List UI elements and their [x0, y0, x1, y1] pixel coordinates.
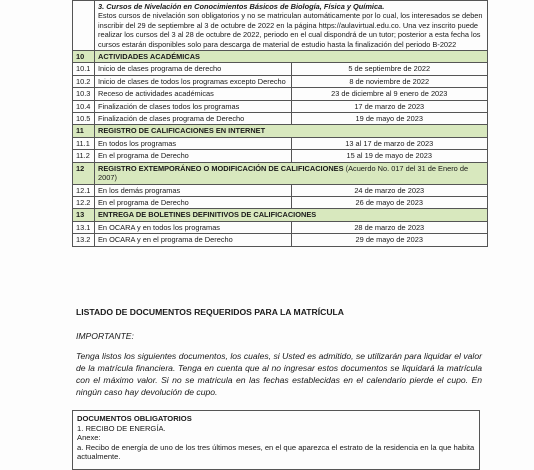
row-date: 28 de marzo de 2023 — [291, 221, 488, 233]
row-date: 23 de diciembre al 9 enero de 2023 — [291, 88, 488, 100]
row-number: 13.2 — [73, 234, 95, 246]
section-title: REGISTRO DE CALIFICACIONES EN INTERNET — [98, 126, 266, 136]
row-activity: En OCARA y en el programa de Derecho — [95, 234, 292, 246]
section-header-row — [73, 209, 488, 221]
calendar-row — [73, 150, 488, 162]
section-title: ENTREGA DE BOLETINES DEFINITIVOS DE CALIFICACIONES — [98, 210, 317, 220]
documents-box — [72, 410, 480, 470]
section-header-row — [73, 51, 488, 63]
calendar-row — [73, 75, 488, 87]
documents-anexe: Anexe: — [77, 433, 101, 443]
section-number: 13 — [73, 209, 95, 221]
row-activity: Inicio de clases de todos los programas excepto Derecho — [95, 75, 292, 87]
row-number: 12.2 — [73, 196, 95, 208]
section-header-row — [73, 125, 488, 137]
documents-item-1: 1. RECIBO DE ENERGÍA. — [77, 423, 166, 433]
row-number: 10.3 — [73, 88, 95, 100]
intro-num-cell — [73, 1, 95, 51]
row-activity: Finalización de clases todos los programas — [95, 100, 292, 112]
calendar-row — [73, 221, 488, 233]
row-number: 10.2 — [73, 75, 95, 87]
calendar-table — [72, 0, 488, 247]
calendar-row — [73, 88, 488, 100]
row-number: 11.1 — [73, 137, 95, 149]
section-title: ACTIVIDADES ACADÉMICAS — [98, 52, 200, 62]
intro-title: 3. Cursos de Nivelación en Conocimientos Básicos de Biología, Física y Química. — [98, 2, 385, 11]
row-date: 26 de mayo de 2023 — [291, 196, 488, 208]
section-number: 12 — [73, 162, 95, 184]
important-label: IMPORTANTE: — [76, 331, 134, 341]
row-number: 11.2 — [73, 150, 95, 162]
section-title: REGISTRO EXTEMPORÁNEO O MODIFICACIÓN DE CALIFICACIONES — [98, 163, 344, 173]
row-number: 10.5 — [73, 113, 95, 125]
row-activity: En todos los programas — [95, 137, 292, 149]
intro-row — [73, 1, 488, 51]
section-title-cell — [95, 209, 488, 221]
row-activity: Finalización de clases programa de Derecho — [95, 113, 292, 125]
row-date: 19 de mayo de 2023 — [291, 113, 488, 125]
listado-heading: LISTADO DE DOCUMENTOS REQUERIDOS PARA LA MATRÍCULA — [76, 307, 344, 317]
calendar-row — [73, 113, 488, 125]
row-date: 29 de mayo de 2023 — [291, 234, 488, 246]
row-activity: En OCARA y en todos los programas — [95, 221, 292, 233]
intro-cell — [95, 1, 488, 51]
section-title-cell — [95, 125, 488, 137]
important-paragraph: Tenga listos los siguientes documentos, los cuales, si Usted es admitido, se utilizarán para liquidar el valor de la matrícula financiera. Tenga en cuenta que al no ingresar estos documentos se liquidará la matrícula con el máximo valor. Si no se matricula en las fechas establecidas en el calendario pierde el cupo. En ningún caso hay devolución de cupo. — [76, 351, 482, 397]
row-number: 12.1 — [73, 184, 95, 196]
calendar-row — [73, 137, 488, 149]
calendar-row — [73, 196, 488, 208]
row-date: 8 de noviembre de 2022 — [291, 75, 488, 87]
documents-item-a: a. Recibo de energía de uno de los tres últimos meses, en el que aparezca el estrato de la residencia en la que habita actualmente. — [77, 442, 475, 462]
row-date: 17 de marzo de 2023 — [291, 100, 488, 112]
row-number: 10.1 — [73, 63, 95, 75]
calendar-row — [73, 234, 488, 246]
intro-text: Estos cursos de nivelación son obligatorios y no se matriculan automáticamente por lo cual, los interesados se deben inscribir del 29 de septiembre al 3 de octubre de 2022 en la página https://aulavirtual.edu.co. Una vez inscrito puede realizar los cursos del 3 al 28 de octubre de 2022, periodo en el cual dispondrá de un tutor; posterior a esta fecha los cursos estarán disponibles solo para descarga de material de estudio hasta la finalización del periodo B-2022 — [98, 11, 483, 49]
row-date: 24 de marzo de 2023 — [291, 184, 488, 196]
row-date: 5 de septiembre de 2022 — [291, 63, 488, 75]
row-number: 10.4 — [73, 100, 95, 112]
row-activity: En los demás programas — [95, 184, 292, 196]
row-activity: Receso de actividades académicas — [95, 88, 292, 100]
row-date: 13 al 17 de marzo de 2023 — [291, 137, 488, 149]
section-title-cell — [95, 162, 488, 184]
calendar-row — [73, 184, 488, 196]
section-number: 10 — [73, 51, 95, 63]
section-title-cell — [95, 51, 488, 63]
row-date: 15 al 19 de mayo de 2023 — [291, 150, 488, 162]
row-activity: Inicio de clases programa de derecho — [95, 63, 292, 75]
section-note: (Acuerdo No. 017 del 31 de Enero de 2007) — [98, 163, 469, 183]
row-activity: En el programa de Derecho — [95, 196, 292, 208]
row-activity: En el programa de Derecho — [95, 150, 292, 162]
row-number: 13.1 — [73, 221, 95, 233]
section-number: 11 — [73, 125, 95, 137]
documents-title: DOCUMENTOS OBLIGATORIOS — [77, 414, 192, 423]
calendar-row — [73, 63, 488, 75]
calendar-row — [73, 100, 488, 112]
section-header-row — [73, 162, 488, 184]
